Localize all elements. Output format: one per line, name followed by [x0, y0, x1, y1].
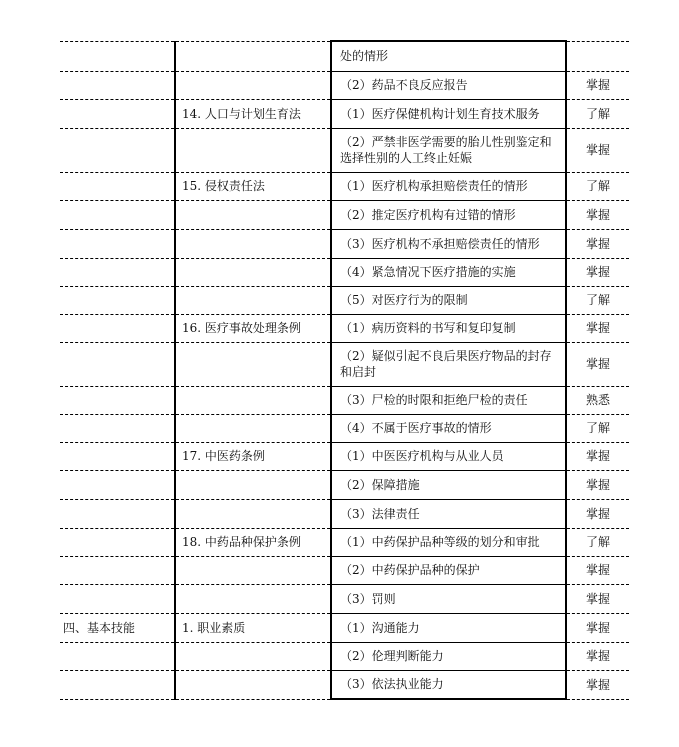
- requirement-cell: 掌握: [566, 584, 629, 613]
- element-cell: （3）依法执业能力: [331, 670, 566, 699]
- table-row: [60, 670, 629, 699]
- table-row: [60, 229, 629, 258]
- requirement-cell: 了解: [566, 414, 629, 442]
- element-cell: （2）中药保护品种的保护: [331, 556, 566, 584]
- requirement-cell: 掌握: [566, 470, 629, 499]
- unit-cell: [175, 642, 331, 670]
- element-cell: （3）法律责任: [331, 499, 566, 528]
- element-cell: （1）中医医疗机构与从业人员: [331, 442, 566, 470]
- element-cell: （3）尸检的时限和拒绝尸检的责任: [331, 386, 566, 414]
- element-cell: （1）医疗保健机构计划生育技术服务: [331, 99, 566, 128]
- unit-cell: [175, 499, 331, 528]
- requirement-cell: 掌握: [566, 200, 629, 229]
- category-cell: [60, 286, 175, 314]
- table-row: [60, 386, 629, 414]
- element-cell: 处的情形: [331, 41, 566, 71]
- element-cell: （2）药品不良反应报告: [331, 71, 566, 99]
- element-cell: （1）病历资料的书写和复印复制: [331, 314, 566, 342]
- category-cell: [60, 642, 175, 670]
- table-row: [60, 499, 629, 528]
- element-cell: （4）不属于医疗事故的情形: [331, 414, 566, 442]
- category-cell: [60, 342, 175, 386]
- unit-cell: 17. 中医药条例: [175, 442, 331, 470]
- requirement-cell: 了解: [566, 528, 629, 556]
- category-cell: [60, 314, 175, 342]
- requirement-cell: 掌握: [566, 642, 629, 670]
- element-cell: （2）保障措施: [331, 470, 566, 499]
- unit-cell: [175, 229, 331, 258]
- unit-cell: 14. 人口与计划生育法: [175, 99, 331, 128]
- table-row: [60, 342, 629, 386]
- category-cell: [60, 470, 175, 499]
- element-cell: （5）对医疗行为的限制: [331, 286, 566, 314]
- unit-cell: [175, 200, 331, 229]
- element-cell: （2）推定医疗机构有过错的情形: [331, 200, 566, 229]
- category-cell: 四、基本技能: [60, 613, 175, 642]
- unit-cell: [175, 71, 331, 99]
- element-cell: （2）伦理判断能力: [331, 642, 566, 670]
- requirement-cell: 掌握: [566, 613, 629, 642]
- category-cell: [60, 442, 175, 470]
- element-cell: （1）中药保护品种等级的划分和审批: [331, 528, 566, 556]
- category-cell: [60, 229, 175, 258]
- category-cell: [60, 258, 175, 286]
- requirement-cell: [566, 41, 629, 71]
- table-row: [60, 258, 629, 286]
- requirement-cell: 掌握: [566, 128, 629, 172]
- requirement-cell: 掌握: [566, 670, 629, 699]
- requirement-cell: 掌握: [566, 556, 629, 584]
- unit-cell: [175, 342, 331, 386]
- unit-cell: [175, 414, 331, 442]
- element-cell: （1）沟通能力: [331, 613, 566, 642]
- table-row: [60, 584, 629, 613]
- requirement-cell: 掌握: [566, 229, 629, 258]
- requirement-cell: 掌握: [566, 499, 629, 528]
- table-row: [60, 286, 629, 314]
- element-cell: （3）罚则: [331, 584, 566, 613]
- category-cell: [60, 670, 175, 699]
- category-cell: [60, 200, 175, 229]
- requirement-cell: 了解: [566, 99, 629, 128]
- requirement-cell: 熟悉: [566, 386, 629, 414]
- element-cell: （3）医疗机构不承担赔偿责任的情形: [331, 229, 566, 258]
- table-row: [60, 442, 629, 470]
- syllabus-table: [60, 40, 629, 700]
- element-cell: （1）医疗机构承担赔偿责任的情形: [331, 172, 566, 200]
- table-row: [60, 556, 629, 584]
- unit-cell: [175, 128, 331, 172]
- requirement-cell: 掌握: [566, 442, 629, 470]
- unit-cell: 16. 医疗事故处理条例: [175, 314, 331, 342]
- category-cell: [60, 499, 175, 528]
- requirement-cell: 掌握: [566, 314, 629, 342]
- category-cell: [60, 414, 175, 442]
- table-row: [60, 414, 629, 442]
- element-cell: （4）紧急情况下医疗措施的实施: [331, 258, 566, 286]
- category-cell: [60, 128, 175, 172]
- table-row: [60, 99, 629, 128]
- unit-cell: [175, 386, 331, 414]
- table-row: [60, 128, 629, 172]
- category-cell: [60, 556, 175, 584]
- table-row: [60, 71, 629, 99]
- category-cell: [60, 71, 175, 99]
- category-cell: [60, 41, 175, 71]
- unit-cell: [175, 286, 331, 314]
- unit-cell: 15. 侵权责任法: [175, 172, 331, 200]
- table-row: [60, 172, 629, 200]
- unit-cell: [175, 258, 331, 286]
- requirement-cell: 了解: [566, 172, 629, 200]
- requirement-cell: 掌握: [566, 258, 629, 286]
- table-row: [60, 200, 629, 229]
- category-cell: [60, 386, 175, 414]
- unit-cell: 18. 中药品种保护条例: [175, 528, 331, 556]
- element-cell: （2）严禁非医学需要的胎儿性别鉴定和选择性别的人工终止妊娠: [331, 128, 566, 172]
- table-row: [60, 642, 629, 670]
- unit-cell: [175, 584, 331, 613]
- table-row: [60, 528, 629, 556]
- unit-cell: [175, 556, 331, 584]
- table-row: [60, 314, 629, 342]
- requirement-cell: 掌握: [566, 71, 629, 99]
- unit-cell: [175, 41, 331, 71]
- table-row: [60, 470, 629, 499]
- requirement-cell: 了解: [566, 286, 629, 314]
- unit-cell: [175, 470, 331, 499]
- category-cell: [60, 172, 175, 200]
- table-row: [60, 613, 629, 642]
- unit-cell: 1. 职业素质: [175, 613, 331, 642]
- requirement-cell: 掌握: [566, 342, 629, 386]
- unit-cell: [175, 670, 331, 699]
- category-cell: [60, 99, 175, 128]
- category-cell: [60, 528, 175, 556]
- table-row: [60, 41, 629, 71]
- element-cell: （2）疑似引起不良后果医疗物品的封存和启封: [331, 342, 566, 386]
- category-cell: [60, 584, 175, 613]
